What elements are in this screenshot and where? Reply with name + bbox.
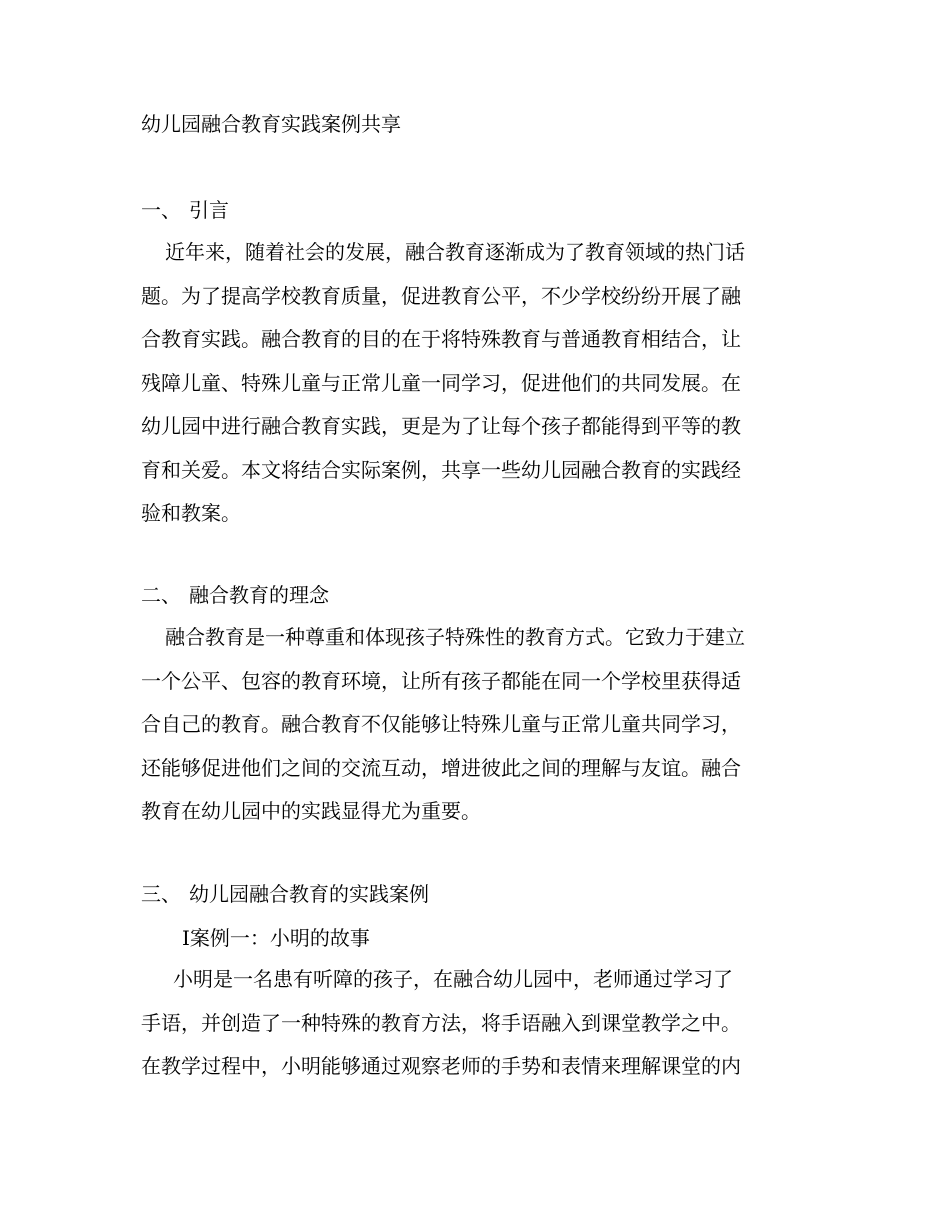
section-paragraph-3 bbox=[141, 958, 821, 1089]
paragraph-line: 小明是一名患有听障的孩子，在融合幼儿园中，老师通过学习了 bbox=[173, 967, 733, 991]
paragraph-line: 还能够促进他们之间的交流互动，增进彼此之间的理解与友谊。融合 bbox=[141, 755, 741, 780]
section-heading-1 bbox=[141, 194, 229, 226]
section-title: 幼儿园融合教育的实践案例 bbox=[189, 882, 429, 906]
paragraph-line: 验和教案。 bbox=[141, 501, 241, 525]
paragraph-line: 育和关爱。本文将结合实际案例，共享一些幼儿园融合教育的实践经 bbox=[141, 457, 741, 482]
paragraph-line: 合自己的教育。融合教育不仅能够让特殊儿童与正常儿童共同学习， bbox=[141, 712, 741, 736]
section-number: 二、 bbox=[141, 583, 181, 607]
paragraph-line: 残障儿童、特殊儿童与正常儿童一同学习，促进他们的共同发展。在 bbox=[141, 370, 741, 395]
paragraph-line: 近年来，随着社会的发展，融合教育逐渐成为了教育领域的热门话 bbox=[165, 240, 745, 264]
section-paragraph-1 bbox=[141, 231, 821, 536]
paragraph-line: 题。为了提高学校教育质量，促进教育公平，不少学校纷纷开展了融 bbox=[141, 283, 741, 308]
section-paragraph-2 bbox=[141, 616, 821, 834]
section-heading-3 bbox=[141, 878, 429, 910]
paragraph-line: 手语，并创造了一种特殊的教育方法，将手语融入到课堂教学之中。 bbox=[141, 1010, 741, 1035]
paragraph-line: 一个公平、包容的教育环境，让所有孩子都能在同一个学校里获得适 bbox=[141, 668, 741, 693]
paragraph-line: 在教学过程中，小明能够通过观察老师的手势和表情来理解课堂的内 bbox=[141, 1054, 741, 1078]
section-number: 三、 bbox=[141, 882, 181, 906]
document-title: 幼儿园融合教育实践案例共享 bbox=[141, 112, 401, 136]
section-number: 一、 bbox=[141, 198, 181, 222]
paragraph-line: 合教育实践。融合教育的目的在于将特殊教育与普通教育相结合，让 bbox=[141, 327, 741, 351]
section-title: 引言 bbox=[189, 198, 229, 222]
case-subheading: I案例一：小明的故事 bbox=[182, 926, 370, 950]
section-title: 融合教育的理念 bbox=[189, 583, 329, 607]
section-heading-2 bbox=[141, 579, 329, 611]
paragraph-line: 融合教育是一种尊重和体现孩子特殊性的教育方式。它致力于建立 bbox=[165, 625, 745, 649]
paragraph-line: 幼儿园中进行融合教育实践，更是为了让每个孩子都能得到平等的教 bbox=[141, 414, 741, 438]
paragraph-line: 教育在幼儿园中的实践显得尤为重要。 bbox=[141, 799, 481, 823]
